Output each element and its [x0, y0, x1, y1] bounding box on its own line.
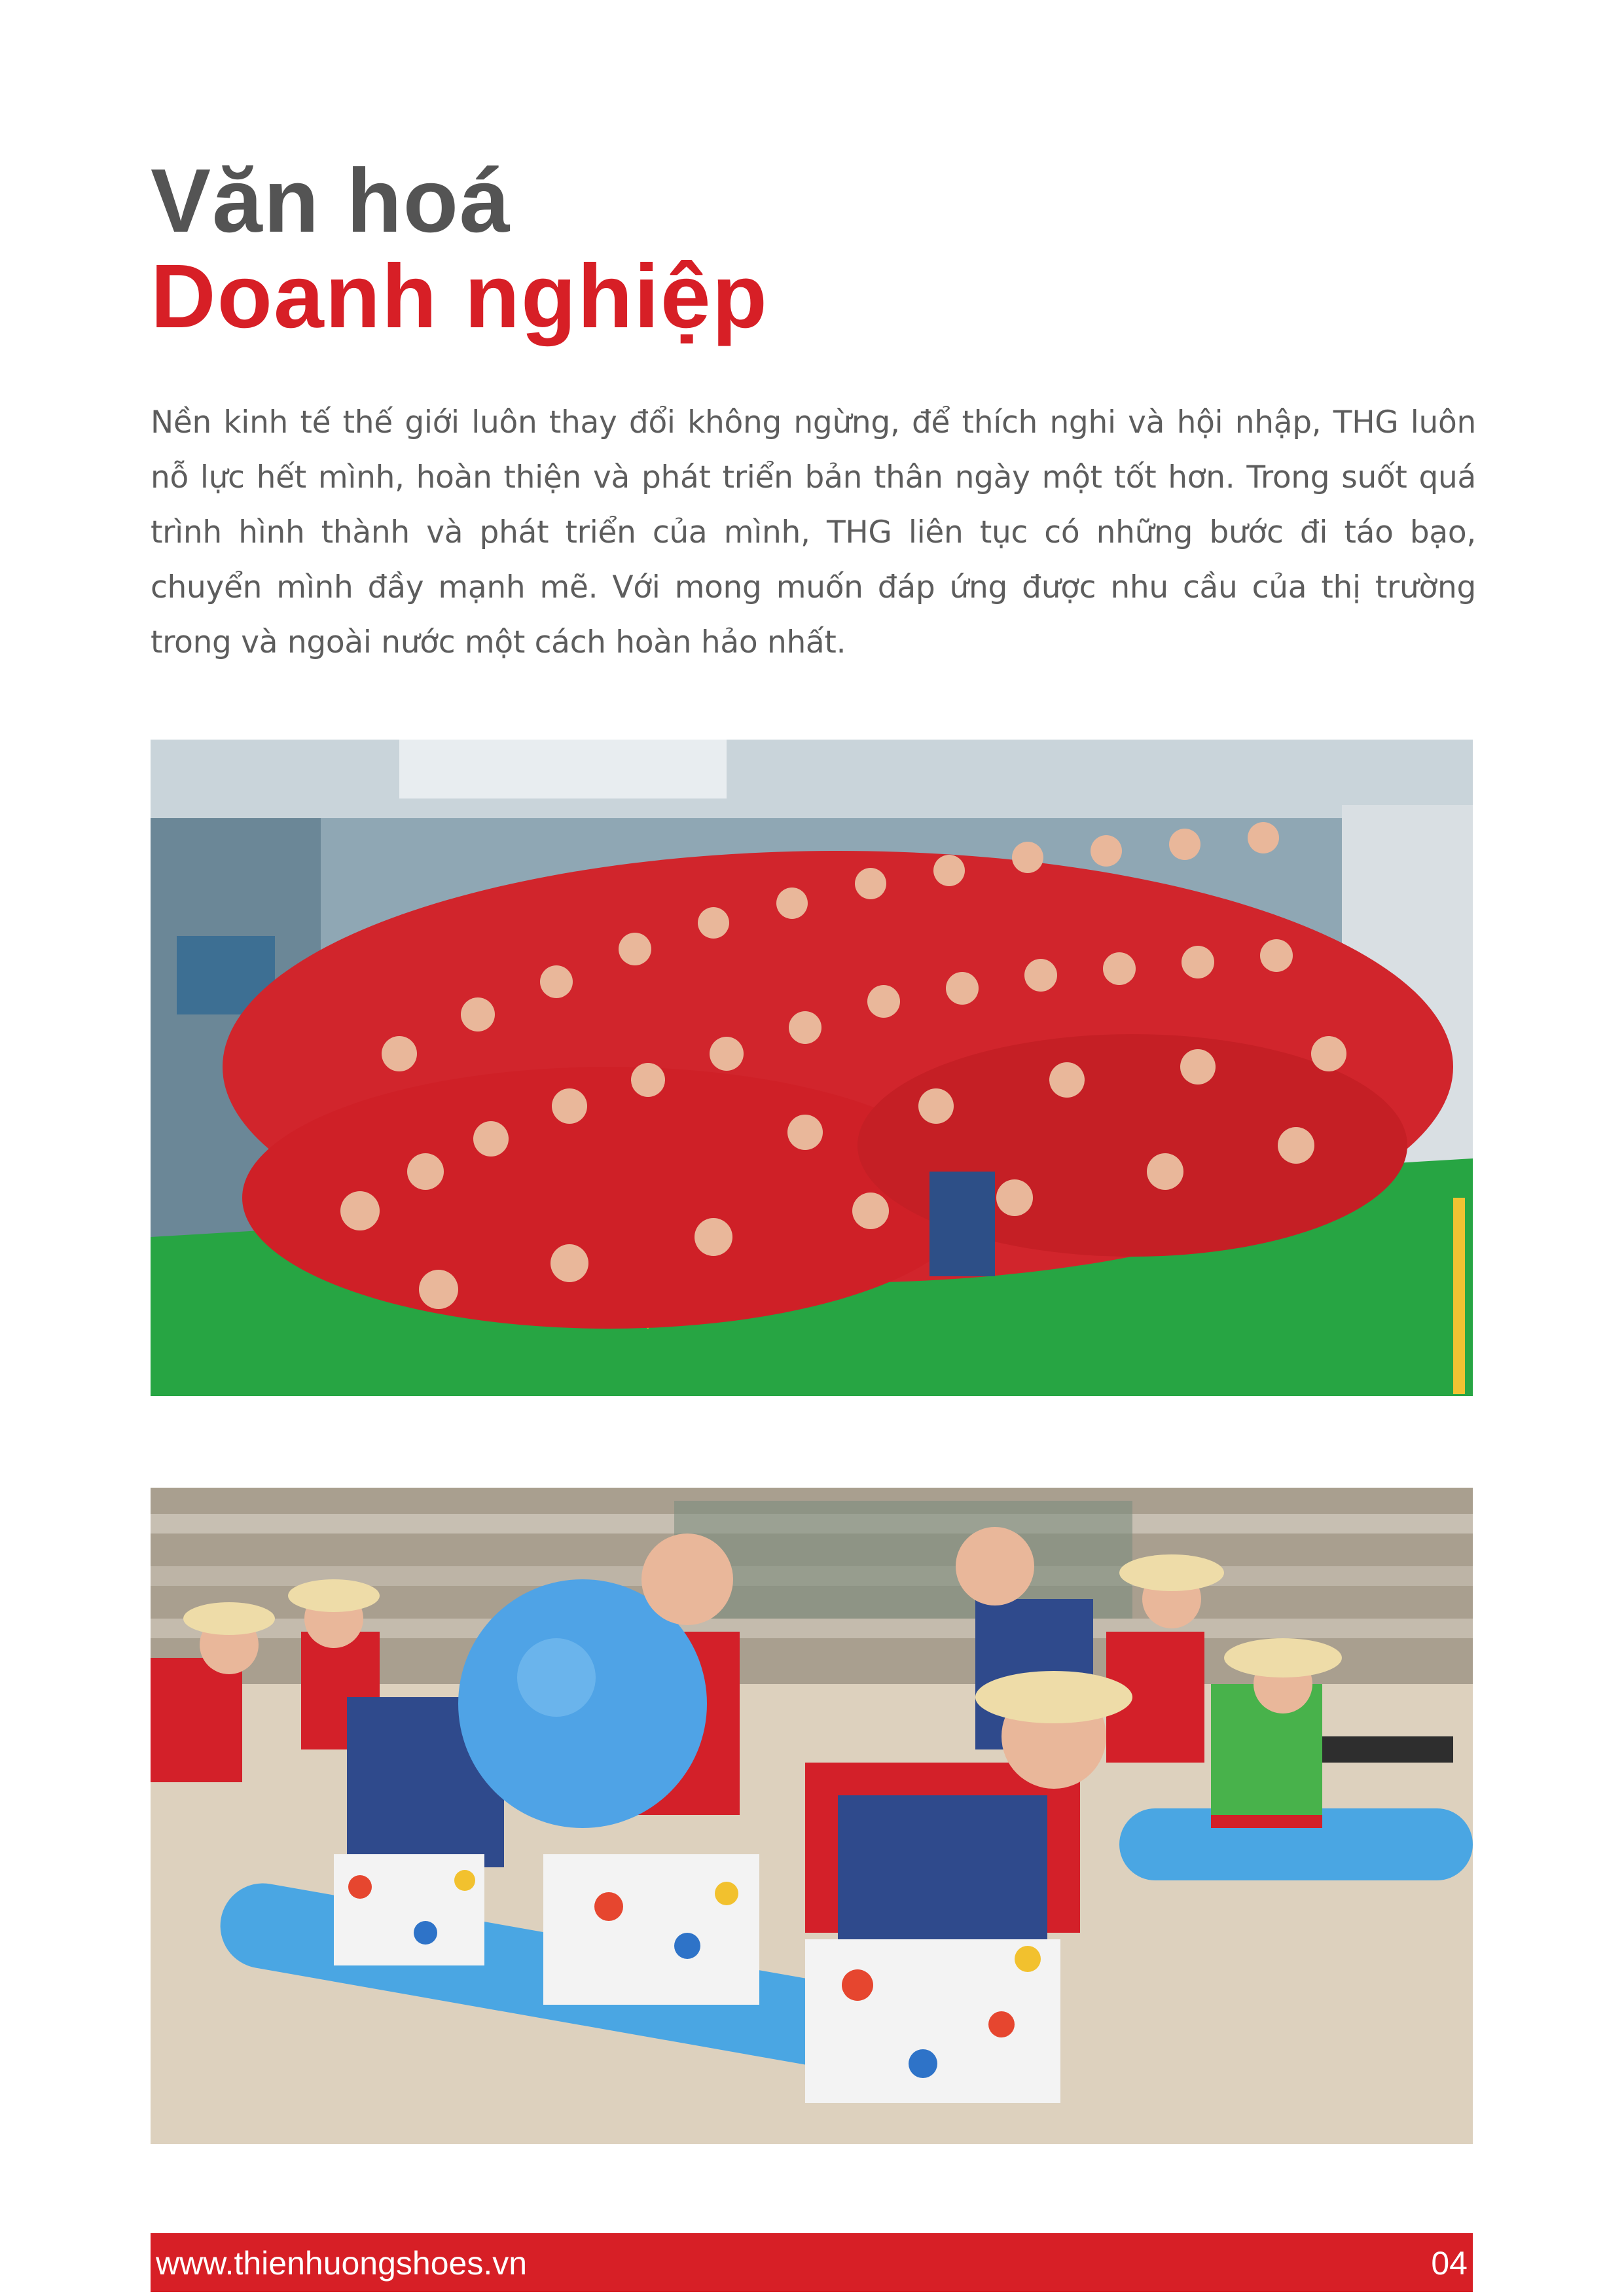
- footer-website-link[interactable]: www.thienhuongshoes.vn: [156, 2245, 528, 2282]
- footer-bar: [151, 2233, 1473, 2292]
- group-photo: [151, 740, 1473, 1396]
- title-line-2: Doanh nghiệp: [151, 246, 768, 347]
- page-number: 04: [1431, 2245, 1468, 2282]
- intro-paragraph: Nền kinh tế thế giới luôn thay đổi không ngừng, để thích nghi và hội nhập, THG luôn nỗ lực hết mình, hoàn thiện và phát triển bản thân ngày một tốt hơn. Trong suốt quá trình hình thành và phát triển của mình, THG liên tục có những bước đi táo bạo, chuyển mình đầy mạnh mẽ. Với mong muốn đáp ứng được nhu cầu của thị trường trong và ngoài nước một cách hoàn hảo nhất.: [151, 404, 1476, 660]
- title-line-1: Văn hoá: [151, 151, 511, 251]
- beach-games-photo: [151, 1488, 1473, 2144]
- group-photo-illustration: [151, 740, 1473, 1396]
- beach-games-illustration: [151, 1488, 1473, 2144]
